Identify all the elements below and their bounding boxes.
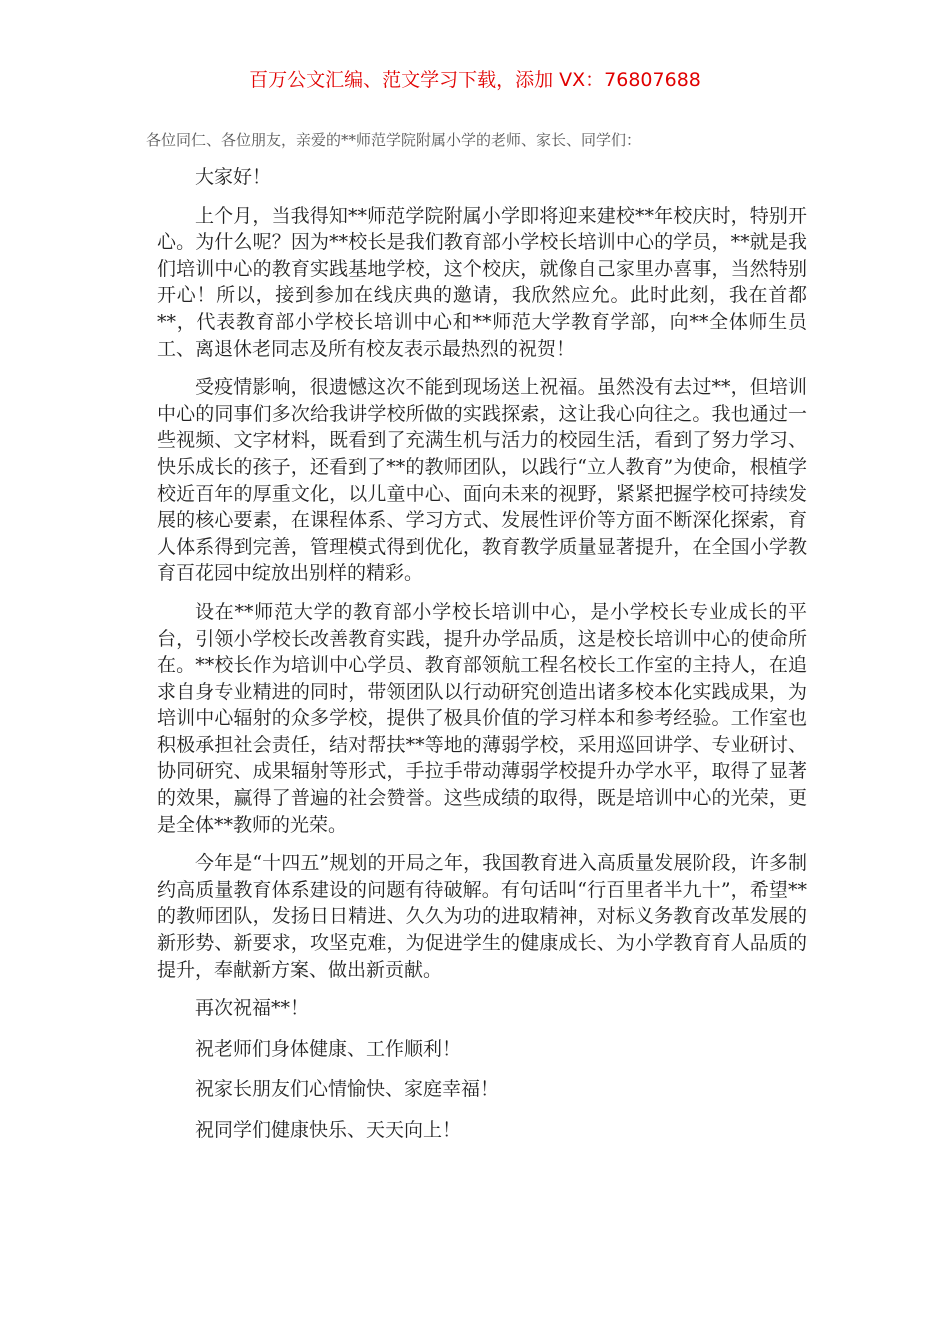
closing-line-1: 再次祝福**！ — [195, 997, 310, 1020]
paragraph-3: 设在**师范大学的教育部小学校长培训中心，是小学校长专业成长的平台，引领小学校长改善教育实践，提升办学品质，这是校长培训中心的使命所在。**校长作为培训中心学员、教育部领航工程名校长工作室的主持人，在追求自身专业精进的同时，带领团队以行动研究创造出诸多校本化实践成果，为培训中心辐射的众多学校，提供了极具价值的学习样本和参考经验。工作室也积极承担社会责任，结对帮扶**等地的薄弱学校，采用巡回讲学、专业研讨、协同研究、成果辐射等形式，手拉手带动薄弱学校提升办学水平，取得了显著的效果，赢得了普遍的社会赞誉。这些成绩的取得，既是培训中心的光荣，更是全体**教师的光荣。 — [157, 600, 807, 836]
closing-line-4: 祝同学们健康快乐、天天向上！ — [195, 1119, 462, 1141]
paragraph-1: 上个月，当我得知**师范学院附属小学即将迎来建校**年校庆时，特别开心。为什么呢？因为**校长是我们教育部小学校长培训中心的学员，**就是我们培训中心的教育实践基地学校，这个校庆，就像自己家里办喜事，当然特别开心！所以，接到参加在线庆典的邀请，我欣然应允。此时此刻，我在首都**，代表教育部小学校长培训中心和**师范大学教育学部，向**全体师生员工、离退休老同志及所有校友表示最热烈的祝贺！ — [157, 204, 807, 360]
greeting: 大家好！ — [195, 166, 272, 188]
closing-line-3: 祝家长朋友们心情愉快、家庭幸福！ — [195, 1078, 500, 1101]
closing-line-2: 祝老师们身体健康、工作顺利！ — [195, 1037, 462, 1060]
letter-body — [157, 164, 807, 1158]
salutation: 各位同仁、各位朋友，亲爱的**师范学院附属小学的老师、家长、同学们： — [146, 131, 642, 149]
paragraph-4: 今年是“十四五”规划的开局之年，我国教育进入高质量发展阶段，许多制约高质量教育体系建设的问题有待破解。有句话叫“行百里者半九十”，希望**的教师团队，发扬日日精进、久久为功的进取精神，对标义务教育改革发展的新形势、新要求，攻坚克难，为促进学生的健康成长、为小学教育育人品质的提升，奉献新方案、做出新贡献。 — [157, 852, 807, 981]
watermark-header: 百万公文汇编、范文学习下载，添加 VX：76807688 — [249, 69, 701, 91]
paragraph-2: 受疫情影响，很遗憾这次不能到现场送上祝福。虽然没有去过**，但培训中心的同事们多次给我讲学校所做的实践探索，这让我心向往之。我也通过一些视频、文字材料，既看到了充满生机与活力的校园生活，看到了努力学习、快乐成长的孩子，还看到了**的教师团队，以践行“立人教育”为使命，根植学校近百年的厚重文化，以儿童中心、面向未来的视野，紧紧把握学校可持续发展的核心要素，在课程体系、学习方式、发展性评价等方面不断深化探索，育人体系得到完善，管理模式得到优化，教育教学质量显著提升，在全国小学教育百花园中绽放出别样的精彩。 — [157, 376, 807, 585]
